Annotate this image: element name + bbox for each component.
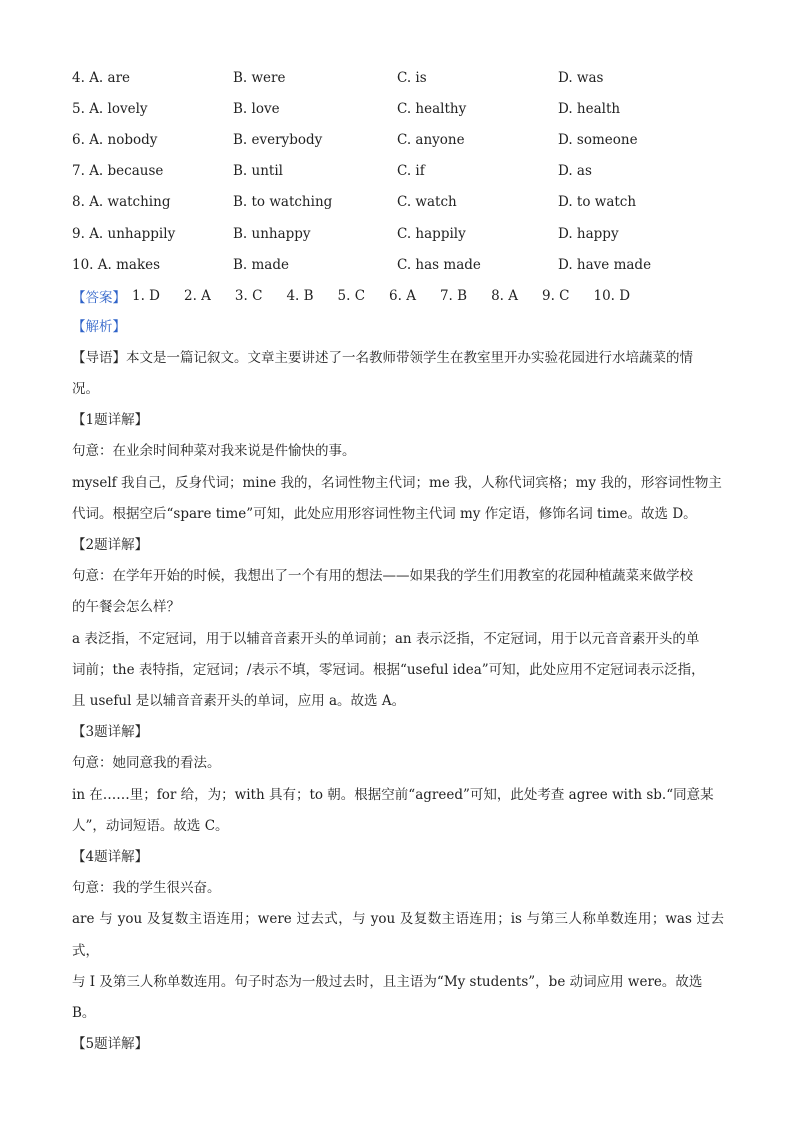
answer-item: 3. C xyxy=(234,287,263,304)
answer-label: 【答案】 xyxy=(72,289,126,306)
option-d: D. have made xyxy=(558,256,652,273)
option-a: A. nobody xyxy=(89,131,158,148)
option-a: A. unhappily xyxy=(89,225,176,242)
option-c: C. anyone xyxy=(397,131,465,148)
option-c: C. healthy xyxy=(397,100,467,117)
question-row xyxy=(72,187,724,218)
option-a: A. because xyxy=(89,163,164,180)
option-b: B. were xyxy=(233,69,286,86)
question-row xyxy=(72,62,724,93)
sentence-meaning: 句意：在业余时间种菜对我来说是件愉快的事。 xyxy=(72,443,356,460)
option-d: D. was xyxy=(558,69,604,86)
answer-item: 1. D xyxy=(132,287,160,304)
guide-text: 况。 xyxy=(72,380,99,397)
section-heading: 【4题详解】 xyxy=(72,848,149,865)
guide-text: 本文是一篇记叙文。文章主要讲述了一名教师带领学生在教室里开办实验花园进行水培蔬菜的情 xyxy=(126,349,693,366)
question-number: 10. xyxy=(72,256,94,273)
option-b: B. love xyxy=(233,100,280,117)
explanation-line: 与 I 及第三人称单数连用。句子时态为一般过去时，且主语为“My students”，be 动词应用 were。故选 xyxy=(72,973,703,990)
document-page xyxy=(72,62,724,1060)
option-c: C. if xyxy=(397,163,425,180)
explanation-line: are 与 you 及复数主语连用；were 过去式，与 you 及复数主语连用；is 与第三人称单数连用；was 过去式， xyxy=(72,911,724,959)
question-number: 8. xyxy=(72,194,85,211)
answer-item: 4. B xyxy=(286,287,314,304)
sentence-meaning: 句意：我的学生很兴奋。 xyxy=(72,880,221,897)
answer-item: 10. D xyxy=(593,287,631,304)
question-number: 9. xyxy=(72,225,85,242)
answer-item: 6. A xyxy=(389,287,416,304)
explanation-line: 人”，动词短语。故选 C。 xyxy=(72,817,229,834)
option-c: C. is xyxy=(397,69,427,86)
option-a: A. lovely xyxy=(89,100,148,117)
question-row xyxy=(72,249,724,280)
question-row xyxy=(72,156,724,187)
section-detail xyxy=(72,530,724,717)
option-a: A. watching xyxy=(89,194,171,211)
section-heading: 【5题详解】 xyxy=(72,1036,149,1053)
option-b: B. made xyxy=(233,256,289,273)
question-number: 5. xyxy=(72,100,85,117)
explanation-line: B。 xyxy=(72,1004,96,1021)
answer-item: 5. C xyxy=(337,287,366,304)
analysis-label: 【解析】 xyxy=(72,318,126,335)
sentence-meaning: 句意：在学年开始的时候，我想出了一个有用的想法——如果我的学生们用教室的花园种植蔬菜来做学校 xyxy=(72,568,693,585)
explanation-line: 且 useful 是以辅音音素开头的单词，应用 a。故选 A。 xyxy=(72,692,406,709)
option-d: D. as xyxy=(558,163,592,180)
guide-paragraph xyxy=(72,343,724,405)
question-list xyxy=(72,62,724,280)
option-a: A. are xyxy=(89,69,131,86)
option-d: D. happy xyxy=(558,225,619,242)
option-d: D. someone xyxy=(558,131,638,148)
section-detail xyxy=(72,842,724,1029)
section-heading: 【1题详解】 xyxy=(72,412,149,429)
option-c: C. happily xyxy=(397,225,466,242)
section-detail xyxy=(72,717,724,842)
section-detail xyxy=(72,1029,724,1060)
question-number: 7. xyxy=(72,163,85,180)
option-c: C. has made xyxy=(397,256,481,273)
question-number: 4. xyxy=(72,69,85,86)
answer-row xyxy=(72,280,724,311)
sentence-meaning: 的午餐会怎么样？ xyxy=(72,599,180,616)
answer-item: 8. A xyxy=(491,287,518,304)
question-row xyxy=(72,124,724,155)
option-b: B. to watching xyxy=(233,194,333,211)
explanation-line: 词前；the 表特指，定冠词；/表示不填，零冠词。根据“useful idea”可知，此处应用不定冠词表示泛指， xyxy=(72,661,705,678)
option-c: C. watch xyxy=(397,194,457,211)
section-detail xyxy=(72,405,724,530)
section-heading: 【2题详解】 xyxy=(72,536,149,553)
option-d: D. to watch xyxy=(558,194,637,211)
answer-item: 7. B xyxy=(439,287,468,304)
question-row xyxy=(72,218,724,249)
explanation-line: myself 我自己，反身代词；mine 我的，名词性物主代词；me 我，人称代词宾格；my 我的，形容词性物主 xyxy=(72,474,722,491)
option-b: B. unhappy xyxy=(233,225,311,242)
answer-item: 9. C xyxy=(541,287,570,304)
question-row xyxy=(72,93,724,124)
option-d: D. health xyxy=(558,100,621,117)
option-b: B. until xyxy=(233,163,283,180)
section-heading: 【3题详解】 xyxy=(72,724,149,741)
explanation-line: 代词。根据空后“spare time”可知，此处应用形容词性物主代词 my 作定语，修饰名词 time。故选 D。 xyxy=(72,505,697,522)
guide-label: 【导语】 xyxy=(72,349,126,366)
sentence-meaning: 句意：她同意我的看法。 xyxy=(72,755,221,772)
question-number: 6. xyxy=(72,131,85,148)
option-b: B. everybody xyxy=(233,131,323,148)
answer-item: 2. A xyxy=(184,287,211,304)
explanation-line: a 表泛指，不定冠词，用于以辅音音素开头的单词前；an 表示泛指，不定冠词，用于以元音音素开头的单 xyxy=(72,630,700,647)
explanation-line: in 在……里；for 给，为；with 具有；to 朝。根据空前“agreed”可知，此处考查 agree with sb.“同意某 xyxy=(72,786,714,803)
option-a: A. makes xyxy=(97,256,161,273)
